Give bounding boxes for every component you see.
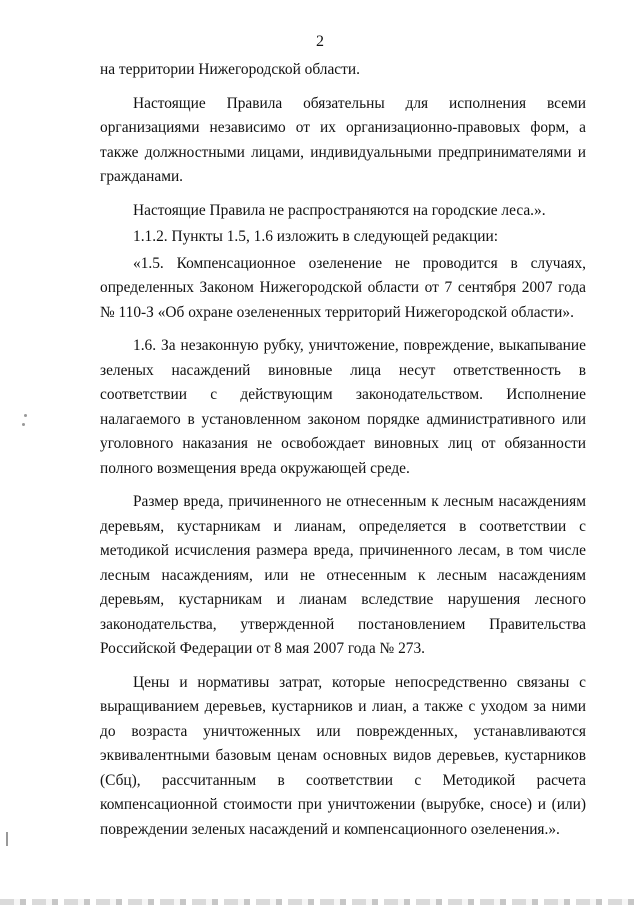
paragraph-prices-norms: Цены и нормативы затрат, которые непосредственно связаны с выращиванием деревьев, кустарников и лиан, а также с уходом за ними до возраста уничтоженных или поврежденных, устанавливаются эквивалентными базовым ценам основных видов деревьев, кустарников (Сбц), рассчитанным в соответствии с Методикой расчета компенсационной стоимости при уничтожении (вырубке, сносе) и (или) повреждении зеленых насаждений и компенсационного озеленения.». <box>100 673 586 838</box>
scan-bottom-edge <box>0 899 640 905</box>
paragraph-item-1-5: «1.5. Компенсационное озеленение не проводится в случаях, определенных Законом Нижегородской области от 7 сентября 2007 года № 110-З «Об охране озелененных территорий Нижегородской области». <box>100 254 586 321</box>
paragraph-amendment-1-1-2: 1.1.2. Пункты 1.5, 1.6 изложить в следующей редакции: <box>133 228 498 245</box>
paragraph-item-1-6: 1.6. За незаконную рубку, уничтожение, повреждение, выкапывание зеленых насаждений виновные лица несут ответственность в соответствии с действующим законодательством. Исполнение налагаемого в установленном законом порядке административного или уголовного наказания не освобождает виновных лиц от обязанности полного возмещения вреда окружающей среде. <box>100 337 586 477</box>
paragraph-damage-amount: Размер вреда, причиненного не отнесенным к лесным насаждениям деревьям, кустарникам и лианам, определяется в соответствии с методикой исчисления размера вреда, причиненного лесам, в том числе лесным насаждениям, или не отнесенным к лесным насаждениям деревьям, кустарникам и лианам вследствие нарушения лесного законодательства, утвержденной постановлением Правительства Российской Федерации от 8 мая 2007 года № 273. <box>100 493 586 657</box>
paragraph-continuation: на территории Нижегородской области. <box>100 61 360 78</box>
paragraph-rules-obligatory: Настоящие Правила обязательны для исполнения всеми организациями независимо от их организационно-правовых форм, а также должностными лицами, индивидуальными предпринимателями и гражданами. <box>100 94 586 185</box>
scan-artifact <box>24 414 27 417</box>
scan-artifact <box>6 832 8 846</box>
scan-artifact <box>22 423 25 426</box>
document-body <box>100 58 586 844</box>
paragraph-city-forests: Настоящие Правила не распространяются на городские леса.». <box>133 201 546 219</box>
page-number: 2 <box>316 33 324 50</box>
